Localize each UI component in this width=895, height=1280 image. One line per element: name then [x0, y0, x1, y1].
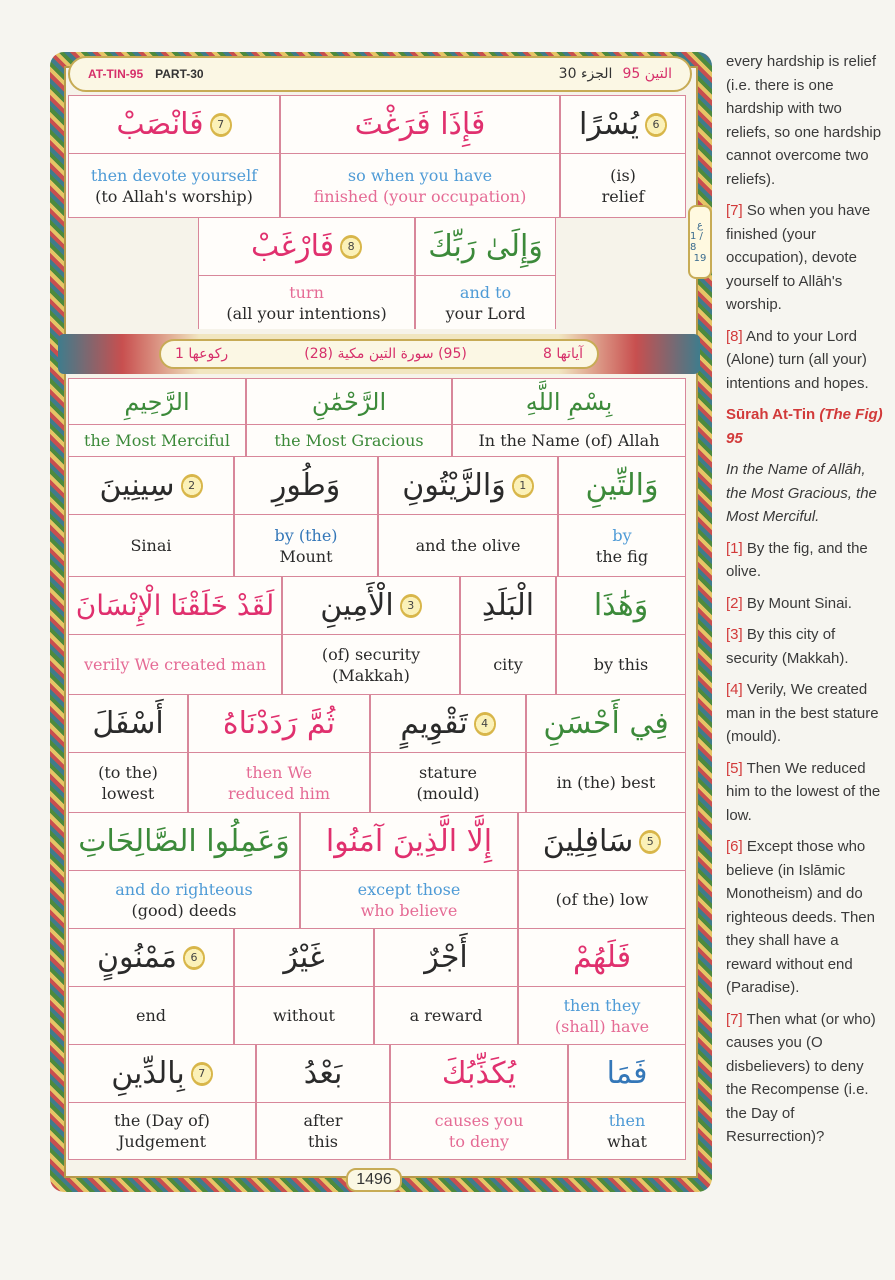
english-gloss — [379, 515, 557, 576]
english-gloss — [557, 635, 685, 694]
ayah-number-badge: 1 — [512, 474, 534, 498]
arabic-word — [69, 929, 233, 987]
arabic-text: ثُمَّ رَدَدْنَاهُ — [222, 706, 336, 741]
english-gloss — [69, 635, 281, 694]
header-arabic-surah: التين 95 — [622, 66, 672, 82]
verse-number: [4] — [726, 681, 743, 698]
word-cell — [68, 813, 300, 928]
gloss-line: (is) — [610, 165, 636, 185]
gloss-line: the Most Gracious — [274, 431, 424, 450]
header-right-arabic — [559, 66, 672, 82]
arabic-text: الرَّحْمَٰنِ — [311, 387, 387, 416]
table-row — [68, 928, 686, 1044]
english-gloss — [257, 1103, 389, 1159]
table-row — [68, 456, 686, 576]
arabic-text: فَانْصَبْ — [116, 107, 204, 142]
word-cell — [198, 218, 415, 329]
arabic-text: وَهَٰذَا — [593, 588, 649, 623]
page-header — [68, 56, 692, 92]
english-gloss — [391, 1103, 567, 1159]
gloss-line: end — [135, 1006, 166, 1025]
word-cell — [246, 379, 452, 456]
gloss-line: so when you have — [347, 165, 493, 185]
word-cell — [300, 813, 518, 928]
translation-text: By Mount Sinai. — [742, 594, 852, 612]
gloss-line: after — [303, 1111, 343, 1130]
english-gloss — [69, 1103, 255, 1159]
arabic-word — [281, 96, 559, 154]
translation-text: Then what (or who) causes you (O disbelievers) to deny the Recompense (i.e. the Day of Resurrection)? — [726, 1010, 876, 1145]
translation-text: Verily, We created man in the best stature (mould). — [726, 681, 879, 745]
arabic-word — [283, 577, 459, 635]
gloss-line: this — [307, 1132, 339, 1151]
english-gloss — [375, 987, 517, 1044]
ruku-tab-bottom: 19 — [693, 253, 707, 264]
gloss-line: and to — [459, 282, 512, 302]
ayah-number-badge: 2 — [181, 474, 203, 498]
english-gloss — [199, 276, 414, 329]
gloss-line: (of the) low — [555, 890, 649, 909]
verse-number: [1] — [726, 539, 743, 557]
gloss-line: city — [493, 655, 523, 674]
arabic-word — [559, 457, 685, 515]
gloss-line: Sinai — [130, 536, 172, 555]
english-gloss — [453, 425, 685, 456]
ayah-number-badge: 8 — [340, 235, 362, 259]
gloss-line: then devote yourself — [90, 165, 258, 185]
arabic-word — [371, 695, 525, 753]
gloss-line: by this — [593, 655, 649, 674]
arabic-text: سِينِينَ — [99, 468, 175, 503]
word-cell — [518, 813, 686, 928]
translation-paragraph — [726, 199, 886, 317]
arabic-text: بَعْدُ — [303, 1056, 343, 1091]
arabic-word — [453, 379, 685, 425]
arabic-word — [519, 813, 685, 871]
arabic-text: تَقْوِيمٍ — [400, 706, 468, 741]
gloss-line: the Most Merciful — [84, 431, 230, 450]
arabic-text: سَافِلِينَ — [542, 824, 634, 859]
arabic-word — [199, 218, 414, 276]
translation-paragraph — [726, 537, 886, 584]
ayah-number-badge: 6 — [645, 113, 667, 137]
word-cell — [68, 1045, 256, 1159]
word-cell — [378, 457, 558, 576]
english-gloss — [559, 515, 685, 576]
table-row — [68, 217, 686, 329]
surah-title-text: Sūrah At-Tin — [726, 406, 816, 423]
english-gloss — [281, 154, 559, 217]
arabic-text: وَالزَّيْتُونِ — [402, 468, 506, 503]
gloss-line: then they — [563, 995, 641, 1015]
translation-text: So when you have finished (your occupation), devote yourself to Allāh's worship. — [726, 202, 871, 313]
arabic-text: فَمَا — [606, 1056, 648, 1091]
gloss-line: then — [608, 1111, 646, 1130]
surah-banner-plate — [159, 339, 599, 369]
arabic-word — [561, 96, 685, 154]
gloss-line: who believe — [360, 900, 458, 920]
arabic-word — [375, 929, 517, 987]
arabic-text: وَعَمِلُوا الصَّالِحَاتِ — [78, 824, 290, 859]
word-cell — [68, 577, 282, 694]
gloss-line: by (the) — [274, 525, 338, 545]
translation-paragraph — [726, 623, 886, 670]
gloss-line: stature — [418, 762, 477, 782]
arabic-text: الرَّحِيمِ — [124, 387, 190, 416]
arabic-word — [69, 96, 279, 154]
arabic-text: بِسْمِ اللَّهِ — [525, 387, 613, 416]
arabic-text: وَإِلَىٰ رَبِّكَ — [428, 229, 543, 264]
word-cell — [280, 96, 560, 217]
ayah-number-badge: 7 — [191, 1062, 213, 1086]
translation-paragraph — [726, 835, 886, 1000]
gloss-line: the fig — [595, 546, 649, 566]
table-row — [68, 812, 686, 928]
word-cell — [526, 695, 686, 812]
english-gloss — [247, 425, 451, 456]
english-gloss — [569, 1103, 685, 1159]
arabic-word — [416, 218, 555, 276]
surah-banner — [58, 334, 700, 374]
gloss-line: (to Allah's worship) — [95, 186, 253, 206]
english-gloss — [69, 871, 299, 928]
word-cell — [188, 695, 370, 812]
gloss-line: turn — [289, 282, 324, 302]
gloss-line: reduced him — [227, 783, 330, 803]
ruku-tab-mid: 1 / 8 — [690, 231, 703, 253]
arabic-word — [557, 577, 685, 635]
header-arabic-part: الجزء 30 — [558, 66, 613, 82]
translation-text: Then We reduced him to the lowest of the low. — [726, 759, 881, 824]
translation-paragraph — [726, 1008, 886, 1149]
verse-number: [8] — [726, 327, 743, 345]
gloss-line: (to the) — [98, 762, 158, 782]
arabic-word — [519, 929, 685, 987]
arabic-word — [69, 379, 245, 425]
english-gloss — [519, 871, 685, 928]
verse-number: [2] — [726, 594, 743, 612]
ayah-number-badge: 3 — [400, 594, 422, 618]
word-cell — [390, 1045, 568, 1159]
gloss-line: to deny — [448, 1132, 510, 1151]
word-cell — [560, 96, 686, 217]
word-cell — [568, 1045, 686, 1159]
translation-text: And to your Lord (Alone) turn (all your) intentions and hopes. — [726, 327, 869, 392]
page-number: 1496 — [346, 1168, 402, 1192]
word-cell — [68, 457, 234, 576]
gloss-line: (Makkah) — [332, 665, 410, 685]
word-cell — [558, 457, 686, 576]
gloss-line: (shall) have — [554, 1016, 650, 1036]
ayah-number-badge: 6 — [183, 946, 205, 970]
translation-paragraph — [726, 678, 886, 749]
english-gloss — [371, 753, 525, 812]
english-gloss — [283, 635, 459, 694]
gloss-line: In the Name (of) Allah — [478, 431, 660, 450]
arabic-text: فَارْغَبْ — [250, 229, 335, 264]
table-row — [68, 95, 686, 217]
ayah-number-badge: 4 — [474, 712, 496, 736]
gloss-line: (of) security — [321, 644, 421, 664]
translation-paragraph — [726, 50, 886, 191]
english-gloss — [69, 425, 245, 456]
arabic-text: فَإِذَا فَرَغْتَ — [354, 107, 486, 142]
gloss-line: by — [612, 525, 632, 545]
gloss-line: the (Day of) — [114, 1111, 210, 1130]
word-cell — [374, 929, 518, 1044]
table-row — [68, 694, 686, 812]
word-cell — [518, 929, 686, 1044]
english-gloss — [235, 515, 377, 576]
arabic-word — [379, 457, 557, 515]
english-gloss — [69, 753, 187, 812]
arabic-word — [257, 1045, 389, 1103]
english-gloss — [416, 276, 555, 329]
arabic-text: الْأَمِينِ — [320, 588, 394, 623]
surah-subtitle: (The Fig) 95 — [726, 406, 883, 447]
arabic-word — [527, 695, 685, 753]
arabic-word — [569, 1045, 685, 1103]
gloss-line: lowest — [101, 783, 155, 803]
arabic-text: وَالتِّينِ — [585, 468, 659, 503]
gloss-line: a reward — [409, 1006, 483, 1025]
arabic-text: أَسْفَلَ — [92, 706, 164, 741]
arabic-word — [69, 695, 187, 753]
banner-ayat-count: آياتها 8 — [542, 346, 583, 362]
arabic-word — [69, 457, 233, 515]
translation-paragraph — [726, 325, 886, 396]
word-cell — [452, 379, 686, 456]
ruku-marker-tab — [688, 205, 712, 279]
arabic-text: لَقَدْ خَلَقْنَا الْإِنْسَانَ — [75, 589, 275, 622]
arabic-word — [461, 577, 555, 635]
translation-text: By this city of security (Makkah). — [726, 626, 849, 667]
english-gloss — [519, 987, 685, 1044]
word-cell — [282, 577, 460, 694]
verse-number: [7] — [726, 202, 743, 219]
arabic-word — [391, 1045, 567, 1103]
banner-ruku-count: ركوعها 1 — [175, 346, 229, 362]
arabic-text: إِلَّا الَّذِينَ آمَنُوا — [325, 824, 493, 859]
translation-paragraph — [726, 592, 886, 616]
table-row — [68, 576, 686, 694]
word-cell — [234, 929, 374, 1044]
basmala-row — [68, 378, 686, 456]
english-gloss — [235, 987, 373, 1044]
english-gloss — [69, 515, 233, 576]
ruku-tab-top: ع — [697, 220, 703, 231]
arabic-text: مَمْنُونٍ — [97, 940, 177, 975]
gloss-line: in (the) best — [556, 773, 656, 792]
gloss-line: your Lord — [445, 303, 526, 323]
verse-number: [6] — [726, 838, 743, 855]
header-part-label: PART-30 — [155, 67, 204, 81]
gloss-line: (all your intentions) — [226, 303, 387, 323]
arabic-text: الْبَلَدِ — [481, 588, 535, 623]
ayah-number-badge: 7 — [210, 113, 232, 137]
english-gloss — [561, 154, 685, 217]
arabic-text: فِي أَحْسَنِ — [543, 706, 669, 741]
arabic-text: يُسْرًا — [579, 107, 639, 142]
arabic-text: وَطُورِ — [271, 468, 341, 503]
gloss-line: relief — [601, 186, 645, 206]
word-cell — [68, 96, 280, 217]
translation-text: By the fig, and the olive. — [726, 539, 868, 580]
arabic-text: أَجْرٌ — [424, 940, 468, 975]
word-cell — [370, 695, 526, 812]
english-gloss — [189, 753, 369, 812]
arabic-word — [301, 813, 517, 871]
word-cell — [68, 929, 234, 1044]
verse-number: [7] — [726, 1010, 743, 1028]
english-gloss — [69, 987, 233, 1044]
gloss-line: finished (your occupation) — [313, 186, 527, 206]
arabic-word — [235, 929, 373, 987]
english-gloss — [301, 871, 517, 928]
english-gloss — [69, 154, 279, 217]
word-cell — [234, 457, 378, 576]
gloss-line: and the olive — [415, 536, 521, 555]
word-cell — [68, 695, 188, 812]
arabic-text: غَيْرُ — [283, 940, 325, 975]
arabic-text: بِالدِّينِ — [111, 1056, 185, 1091]
english-gloss — [461, 635, 555, 694]
gloss-line: what — [607, 1132, 647, 1151]
gloss-line: (good) deeds — [131, 900, 237, 920]
gloss-line: Judgement — [117, 1132, 207, 1151]
gloss-line: verily We created man — [83, 655, 267, 674]
header-surah-label: AT-TIN-95 — [88, 67, 144, 81]
basmala-translation — [726, 458, 886, 529]
gloss-line: without — [273, 1006, 335, 1025]
word-cell — [460, 577, 556, 694]
arabic-word — [69, 577, 281, 635]
table-row — [68, 1044, 686, 1160]
gloss-line: Mount — [279, 546, 333, 566]
translation-text: In the Name of Allāh, the Most Gracious, the Most Merciful. — [726, 461, 877, 525]
arabic-text: يُكَذِّبُكَ — [441, 1056, 517, 1091]
gloss-line: except those — [357, 879, 461, 899]
english-gloss — [527, 753, 685, 812]
translation-text: Except those who believe (in Islāmic Monotheism) and do righteous deeds. Then they shall have a reward without end (Paradise). — [726, 838, 875, 996]
word-cell — [415, 218, 556, 329]
verse-number: [3] — [726, 626, 743, 643]
word-cell — [68, 379, 246, 456]
banner-surah-name: (95) سورة التين مكية (28) — [304, 346, 467, 362]
arabic-word — [247, 379, 451, 425]
verse-number: [5] — [726, 759, 743, 777]
gloss-line: (mould) — [416, 783, 480, 803]
gloss-line: then We — [245, 762, 313, 782]
translation-column — [726, 50, 886, 1157]
word-cell — [256, 1045, 390, 1159]
surah-title — [726, 403, 886, 450]
gloss-line: causes you — [434, 1111, 524, 1130]
header-left — [88, 67, 204, 81]
arabic-word — [189, 695, 369, 753]
arabic-word — [235, 457, 377, 515]
arabic-word — [69, 813, 299, 871]
word-cell — [556, 577, 686, 694]
arabic-text: فَلَهُمْ — [572, 940, 632, 975]
arabic-word — [69, 1045, 255, 1103]
ayah-number-badge: 5 — [639, 830, 661, 854]
translation-text: every hardship is relief (i.e. there is one hardship with two reliefs, so one hardship cannot overcome two reliefs). — [726, 53, 882, 188]
translation-paragraph — [726, 757, 886, 828]
gloss-line: and do righteous — [115, 879, 253, 899]
